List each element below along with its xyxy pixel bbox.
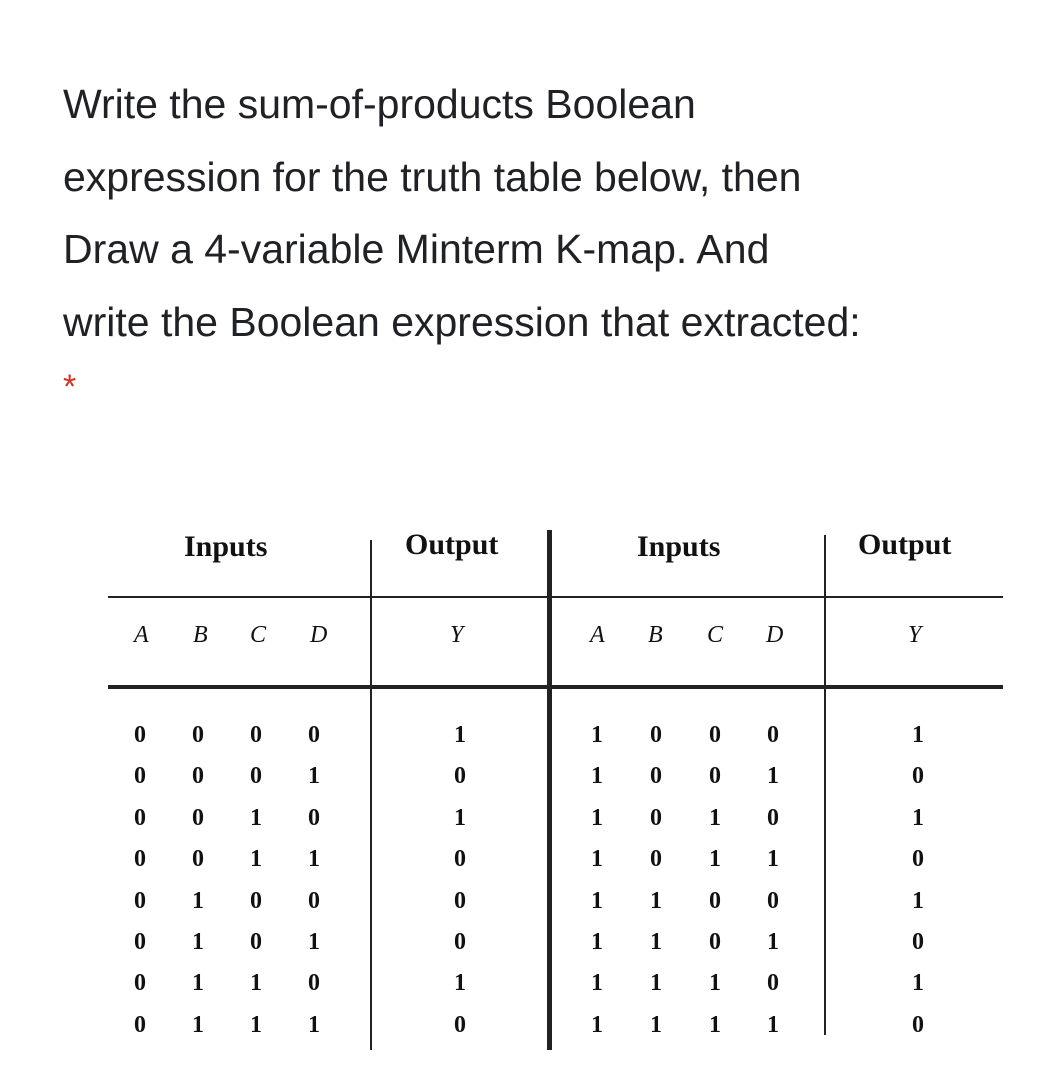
right-var-a: A <box>590 622 605 648</box>
right-input-cell: 1 <box>591 846 603 873</box>
left-input-cell: 0 <box>308 970 320 997</box>
right-output-cell: 0 <box>912 929 924 955</box>
left-input-cell: 1 <box>192 887 204 914</box>
right-input-cell: 1 <box>650 887 662 914</box>
left-output-cell: 1 <box>454 722 466 748</box>
left-input-cell: 1 <box>192 970 204 997</box>
left-input-cell: 0 <box>192 804 204 831</box>
left-var-d: D <box>310 622 328 648</box>
left-input-cell: 0 <box>192 722 204 748</box>
right-input-cell: 0 <box>767 887 779 914</box>
right-input-cell: 0 <box>767 722 779 748</box>
right-input-cell: 1 <box>767 1011 779 1038</box>
question-line: Draw a 4-variable Minterm K-map. And <box>63 226 770 272</box>
right-var-d: D <box>766 622 784 648</box>
left-input-cell: 0 <box>134 804 146 831</box>
question-text <box>63 68 1043 358</box>
question-line: Write the sum-of-products Boolean <box>63 81 696 127</box>
question-line: write the Boolean expression that extracted: <box>63 298 861 345</box>
left-input-cell: 0 <box>134 1011 146 1038</box>
left-input-cell: 0 <box>134 722 146 748</box>
right-var-c: C <box>707 622 724 648</box>
right-output-cell: 0 <box>912 763 924 790</box>
right-input-cell: 1 <box>709 846 721 873</box>
left-input-cell: 1 <box>308 846 320 873</box>
right-input-cell: 1 <box>709 1011 721 1038</box>
required-asterisk: * <box>63 368 77 406</box>
right-input-cell: 0 <box>709 722 721 748</box>
right-input-cell: 0 <box>709 929 721 955</box>
right-input-cell: 1 <box>591 763 603 790</box>
right-output-cell: 1 <box>912 970 924 997</box>
left-input-cell: 1 <box>308 929 320 955</box>
left-divider <box>370 540 372 1050</box>
left-output-cell: 0 <box>454 763 466 790</box>
right-output-cell: 1 <box>912 887 924 914</box>
left-output-cell: 0 <box>454 929 466 955</box>
left-output-cell: 0 <box>454 887 466 914</box>
right-input-cell: 0 <box>709 887 721 914</box>
right-input-cell: 1 <box>591 1011 603 1038</box>
left-output-cell: 0 <box>454 846 466 873</box>
left-input-cell: 0 <box>134 970 146 997</box>
right-input-cell: 1 <box>767 846 779 873</box>
right-input-cell: 0 <box>709 763 721 790</box>
right-output-cell: 1 <box>912 804 924 831</box>
left-input-cell: 1 <box>192 929 204 955</box>
right-input-cell: 1 <box>767 929 779 955</box>
left-input-cell: 0 <box>250 929 262 955</box>
right-input-cell: 1 <box>709 804 721 831</box>
left-input-cell: 0 <box>192 763 204 790</box>
left-output-cell: 1 <box>454 970 466 997</box>
right-input-cell: 1 <box>650 970 662 997</box>
right-input-cell: 0 <box>767 970 779 997</box>
right-output-cell: 0 <box>912 1011 924 1038</box>
right-var-y: Y <box>908 622 922 648</box>
left-input-cell: 1 <box>250 970 262 997</box>
header-bottom-rule <box>108 685 1003 689</box>
right-input-cell: 1 <box>591 929 603 955</box>
left-input-cell: 1 <box>308 1011 320 1038</box>
right-input-cell: 1 <box>709 970 721 997</box>
header-rule <box>108 596 1003 598</box>
right-output-cell: 0 <box>912 846 924 873</box>
right-input-cell: 1 <box>591 804 603 831</box>
left-output-cell: 1 <box>454 804 466 831</box>
left-var-b: B <box>193 622 208 648</box>
left-input-cell: 1 <box>250 804 262 831</box>
question-line: expression for the truth table below, then <box>63 153 802 200</box>
left-var-y: Y <box>450 622 464 648</box>
left-input-cell: 1 <box>192 1011 204 1038</box>
left-input-cell: 1 <box>308 763 320 790</box>
right-input-cell: 1 <box>591 722 603 748</box>
truth-table-image <box>100 520 1010 1060</box>
left-var-c: C <box>250 622 267 648</box>
left-input-cell: 0 <box>134 846 146 873</box>
right-input-cell: 1 <box>650 1011 662 1038</box>
left-input-cell: 0 <box>250 722 262 748</box>
left-input-cell: 1 <box>250 846 262 873</box>
left-output-header: Output <box>405 528 499 561</box>
left-input-cell: 0 <box>308 722 320 748</box>
right-divider <box>824 535 826 1035</box>
left-input-cell: 0 <box>134 929 146 955</box>
left-input-cell: 0 <box>250 887 262 914</box>
right-inputs-header: Inputs <box>637 530 721 563</box>
right-input-cell: 1 <box>650 929 662 955</box>
right-output-header: Output <box>858 528 952 561</box>
right-input-cell: 0 <box>650 722 662 748</box>
right-input-cell: 0 <box>650 804 662 831</box>
right-output-cell: 1 <box>912 722 924 748</box>
left-input-cell: 1 <box>250 1011 262 1038</box>
right-input-cell: 0 <box>767 804 779 831</box>
right-input-cell: 1 <box>591 970 603 997</box>
right-input-cell: 0 <box>650 763 662 790</box>
left-input-cell: 0 <box>192 846 204 873</box>
left-var-a: A <box>134 622 149 648</box>
right-input-cell: 1 <box>591 887 603 914</box>
right-input-cell: 1 <box>767 763 779 790</box>
left-input-cell: 0 <box>308 887 320 914</box>
left-output-cell: 0 <box>454 1011 466 1038</box>
center-divider <box>547 530 552 1050</box>
left-input-cell: 0 <box>134 763 146 790</box>
left-input-cell: 0 <box>250 763 262 790</box>
left-input-cell: 0 <box>308 804 320 831</box>
left-input-cell: 0 <box>134 887 146 914</box>
left-inputs-header: Inputs <box>184 530 268 563</box>
right-var-b: B <box>648 622 663 648</box>
right-input-cell: 0 <box>650 846 662 873</box>
